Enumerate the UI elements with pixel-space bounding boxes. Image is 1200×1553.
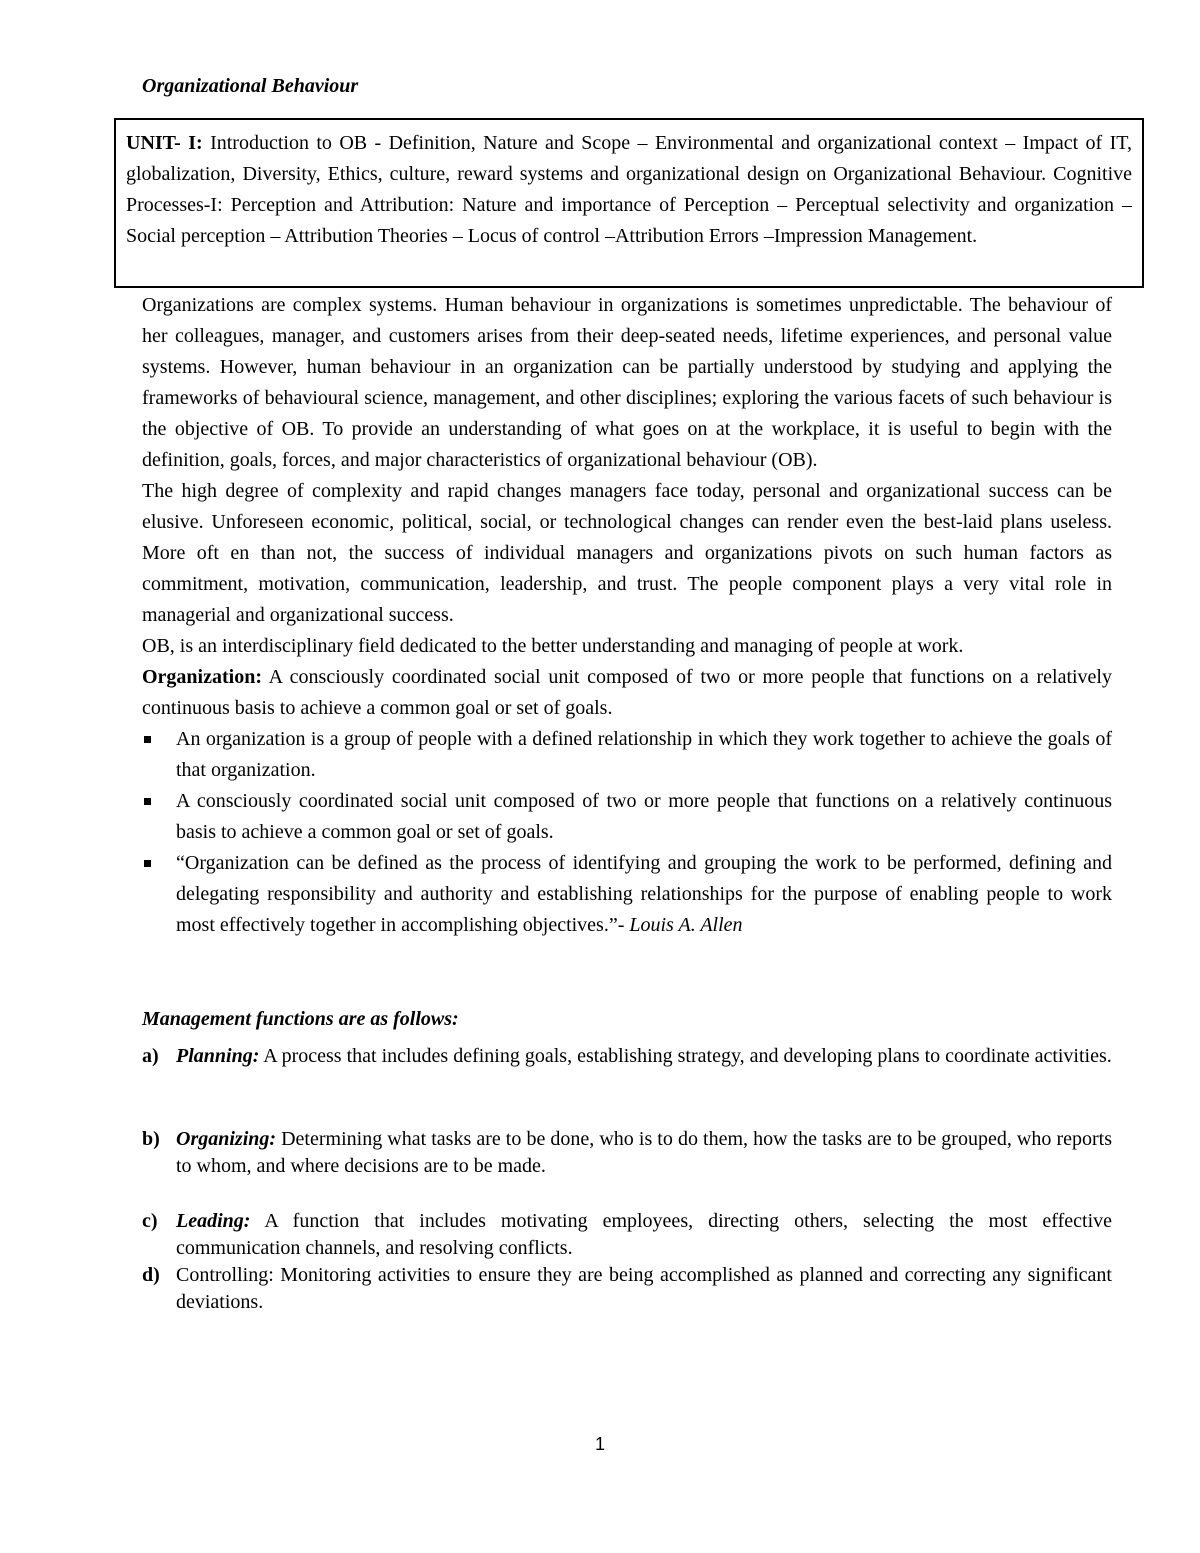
function-text: Controlling: Monitoring activities to ensure they are being accomplished as planned and correcting any significant deviations.: [176, 1264, 1112, 1313]
quote-attribution: - Louis A. Allen: [617, 914, 743, 936]
document-title: Organizational Behaviour: [142, 75, 359, 97]
square-bullet-icon: [144, 798, 151, 805]
unit-label: UNIT- I:: [126, 132, 203, 154]
body-text: [142, 290, 1112, 941]
function-term: Organizing:: [176, 1128, 277, 1150]
organization-definition-text: A consciously coordinated social unit composed of two or more people that functions on a relatively continuous basis to achieve a common goal or set of goals.: [142, 666, 1112, 719]
square-bullet-icon: [144, 736, 151, 743]
bullet-text: An organization is a group of people with a defined relationship in which they work together to achieve the goals of that organization.: [176, 728, 1112, 781]
item-letter: a): [142, 1045, 159, 1067]
bullet-text: A consciously coordinated social unit composed of two or more people that functions on a relatively continuous basis to achieve a common goal or set of goals.: [176, 790, 1112, 843]
function-text: Determining what tasks are to be done, who is to do them, how the tasks are to be grouped, who reports to whom, and where decisions are to be made.: [176, 1128, 1112, 1177]
unit-syllabus-text: Introduction to OB - Definition, Nature and Scope – Environmental and organizational context – Impact of IT, globalization, Diversity, Ethics, culture, reward systems and organizational design on Organizational Behaviour. Cognitive Processes-I: Perception and Attribution: Nature and importance of Perception – Perceptual selectivity and organization – Social perception – Attribution Theories – Locus of control –Attribution Errors –Impression Management.: [126, 132, 1132, 247]
list-item: [142, 1262, 1112, 1316]
unit-syllabus-box: [114, 118, 1144, 288]
organization-definition: [142, 662, 1112, 724]
function-term: Planning:: [176, 1045, 260, 1067]
organization-term: Organization:: [142, 666, 262, 688]
list-item: [142, 1208, 1112, 1262]
ob-definition-paragraph: OB, is an interdisciplinary field dedicated to the better understanding and managing of people at work.: [142, 635, 964, 657]
function-text: A function that includes motivating employees, directing others, selecting the most effective communication channels, and resolving conflicts.: [176, 1210, 1112, 1259]
item-letter: d): [142, 1264, 160, 1286]
organization-bullet-list: [142, 724, 1112, 941]
list-item: [142, 786, 1112, 848]
management-functions-heading: Management functions are as follows:: [142, 1008, 459, 1030]
item-letter: c): [142, 1210, 158, 1232]
function-text: A process that includes defining goals, establishing strategy, and developing plans to coordinate activities.: [259, 1045, 1112, 1067]
square-bullet-icon: [144, 860, 151, 867]
complexity-paragraph: The high degree of complexity and rapid changes managers face today, personal and organizational success can be elusive. Unforeseen economic, political, social, or technological changes can render even the best-laid plans useless. More oft en than not, the success of individual managers and organizations pivots on such human factors as commitment, motivation, communication, leadership, and trust. The people component plays a very vital role in managerial and organizational success.: [142, 480, 1112, 626]
list-item: [142, 848, 1112, 941]
list-item: [142, 724, 1112, 786]
list-item: [142, 1043, 1112, 1070]
intro-paragraph: Organizations are complex systems. Human behaviour in organizations is sometimes unpredictable. The behaviour of her colleagues, manager, and customers arises from their deep-seated needs, lifetime experiences, and personal value systems. However, human behaviour in an organization can be partially understood by studying and applying the frameworks of behavioural science, management, and other disciplines; exploring the various facets of such behaviour is the objective of OB. To provide an understanding of what goes on at the workplace, it is useful to begin with the definition, goals, forces, and major characteristics of organizational behaviour (OB).: [142, 294, 1112, 471]
list-item: [142, 1126, 1112, 1180]
item-letter: b): [142, 1128, 160, 1150]
function-term: Leading:: [176, 1210, 251, 1232]
page-number: 1: [594, 1434, 605, 1454]
bullet-text: “Organization can be defined as the process of identifying and grouping the work to be performed, defining and delegating responsibility and authority and establishing relationships for the purpose of enabling people to work most effectively together in accomplishing objectives.”: [176, 852, 1112, 936]
